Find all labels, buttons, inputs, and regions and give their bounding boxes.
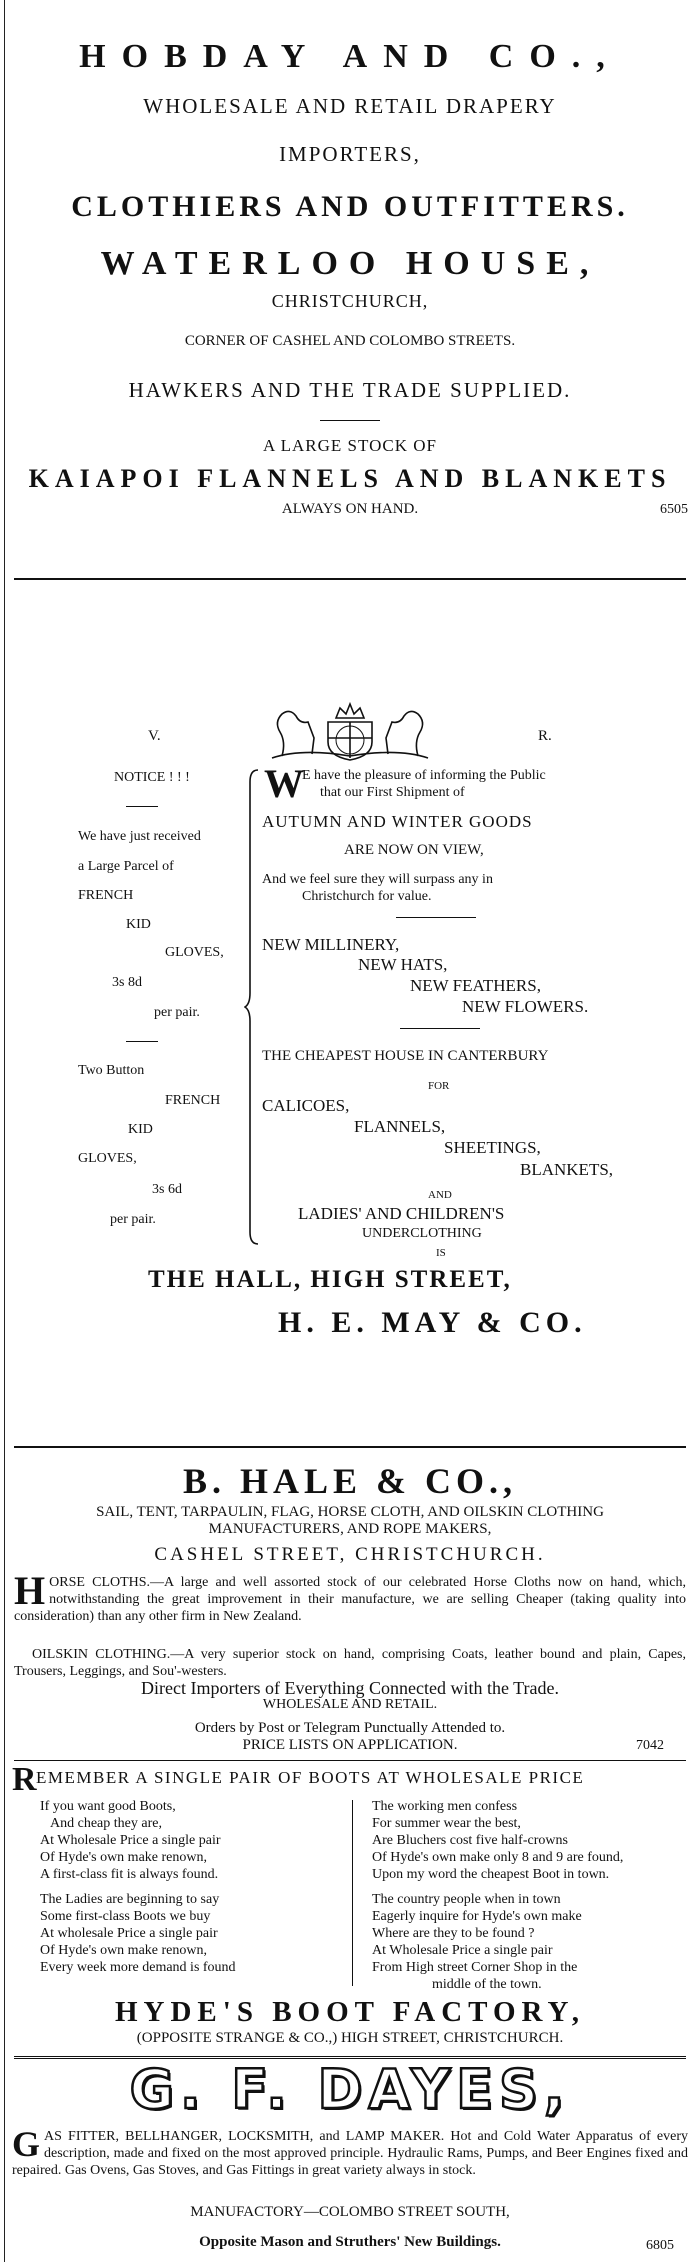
hobday-stock: KAIAPOI FLANNELS AND BLANKETS xyxy=(28,464,672,493)
poem-line: From High street Corner Shop in the xyxy=(372,1960,578,1975)
hobday-name: HOBDAY AND CO., xyxy=(79,38,621,75)
hale-makers: MANUFACTURERS, AND ROPE MAKERS, xyxy=(208,1521,492,1537)
poem-line: Of Hyde's own make renown, xyxy=(40,1850,207,1865)
hobday-hawkers: HAWKERS AND THE TRADE SUPPLIED. xyxy=(128,378,572,402)
poem-line: The country people when in town xyxy=(372,1892,561,1907)
poem-line: Of Hyde's own make renown, xyxy=(40,1943,207,1958)
intro-line: that our First Shipment of xyxy=(320,785,465,800)
poem-right-1 xyxy=(372,1798,623,1883)
divider-rule xyxy=(14,1760,686,1761)
left-col-line: GLOVES, xyxy=(165,945,224,960)
may-r: R. xyxy=(538,728,552,744)
left-col-line: GLOVES, xyxy=(78,1151,137,1166)
hobday-clothiers: CLOTHIERS AND OUTFITTERS. xyxy=(71,190,629,223)
underclothing: UNDERCLOTHING xyxy=(362,1226,482,1241)
hale-orders: Orders by Post or Telegram Punctually Attended to. xyxy=(194,1720,506,1736)
intro-line: E have the pleasure of informing the Public xyxy=(302,768,546,783)
poem-line: Are Bluchers cost five half-crowns xyxy=(372,1833,568,1848)
and-label: AND xyxy=(428,1189,452,1201)
feel-line: And we feel sure they will surpass any in xyxy=(262,872,493,887)
horse-text: ORSE CLOTHS.—A large and well assorted stock of our celebrated Horse Cloths now on hand, which, notwithstanding the great improvement in their manufacture, we are selling Cheaper (taking quality into consideration) than any other firm in New Zealand. xyxy=(14,1575,686,1624)
hobday-stock-intro: A LARGE STOCK OF xyxy=(263,436,437,455)
poem-line: A first-class fit is always found. xyxy=(40,1867,219,1882)
blankets: BLANKETS, xyxy=(520,1160,614,1179)
notice-rule xyxy=(126,806,158,807)
may-name: H. E. MAY & CO. xyxy=(278,1306,587,1339)
new-flowers: NEW FLOWERS. xyxy=(462,997,589,1016)
new-feathers: NEW FEATHERS, xyxy=(410,976,541,995)
poem-line: The Ladies are beginning to say xyxy=(40,1892,220,1907)
left-col-line: We have just received xyxy=(78,829,201,844)
left-col-line: 3s 8d xyxy=(112,975,142,990)
dayes-opposite: Opposite Mason and Struthers' New Buildings. xyxy=(199,2234,501,2250)
left-col-line: per pair. xyxy=(110,1212,156,1227)
poem-line: Where are they to be found ? xyxy=(372,1926,535,1941)
hyde-dropcap: R xyxy=(12,1761,37,1798)
hale-wholesale: WHOLESALE AND RETAIL. xyxy=(262,1697,438,1712)
poem-line: And cheap they are, xyxy=(50,1816,162,1831)
left-col-line: per pair. xyxy=(154,1005,200,1020)
poem-line: At Wholesale Price a single pair xyxy=(372,1943,553,1958)
hobday-drapery: WHOLESALE AND RETAIL DRAPERY xyxy=(143,94,557,118)
poem-divider xyxy=(352,1800,353,1986)
left-col-line: 3s 6d xyxy=(152,1182,182,1197)
hobday-corner: CORNER OF CASHEL AND COLOMBO STREETS. xyxy=(184,333,516,349)
notice-heading: NOTICE ! ! ! xyxy=(114,770,190,785)
horse-dropcap: H xyxy=(14,1568,46,1613)
poem-line: Some first-class Boots we buy xyxy=(40,1909,211,1924)
poem-line: Upon my word the cheapest Boot in town. xyxy=(372,1867,610,1882)
poem-line: The working men confess xyxy=(372,1799,518,1814)
hobday-short-rule xyxy=(320,420,380,421)
hyde-headline: EMEMBER A SINGLE PAIR OF BOOTS AT WHOLESALE PRICE xyxy=(36,1768,585,1787)
poem-line: At wholesale Price a single pair xyxy=(40,1926,218,1941)
left-col-line: FRENCH xyxy=(165,1093,221,1108)
new-hats: NEW HATS, xyxy=(358,955,448,974)
may-rule-1 xyxy=(396,917,476,918)
hobday-always: ALWAYS ON HAND. xyxy=(281,501,419,517)
may-rule-2 xyxy=(400,1028,480,1029)
dayes-text: AS FITTER, BELLHANGER, LOCKSMITH, and LAMP MAKER. Hot and Cold Water Apparatus of every description, made and fixed on the most approved principle. Hydraulic Rams, Pumps, and Beer Engines fixed and repaired. Gas Ovens, Gas Stoves, and Gas Fittings in great variety always in stock. xyxy=(12,2129,688,2178)
hobday-importers: IMPORTERS, xyxy=(279,142,421,166)
poem-line: For summer wear the best, xyxy=(372,1816,521,1831)
dayes-name: G. F. DAYES, xyxy=(129,2058,571,2121)
sheetings: SHEETINGS, xyxy=(444,1138,541,1157)
poem-line: Of Hyde's own make only 8 and 9 are found, xyxy=(372,1850,624,1865)
horse-cloths-paragraph xyxy=(14,1568,686,1625)
dayes-factory: MANUFACTORY—COLOMBO STREET SOUTH, xyxy=(190,2204,510,2220)
left-col-line: a Large Parcel of xyxy=(78,859,174,874)
left-col-line: FRENCH xyxy=(78,888,134,903)
flannels: FLANNELS, xyxy=(354,1117,446,1136)
hale-direct: Direct Importers of Everything Connected with the Trade. xyxy=(141,1678,559,1698)
hobday-city: CHRISTCHURCH, xyxy=(271,291,429,311)
the-hall: THE HALL, HIGH STREET, xyxy=(148,1266,512,1293)
for-label: FOR xyxy=(428,1080,450,1092)
dayes-paragraph xyxy=(12,2124,688,2179)
poem-line: At Wholesale Price a single pair xyxy=(40,1833,221,1848)
poem-left-1 xyxy=(40,1798,221,1883)
intro-dropcap: W xyxy=(264,761,304,806)
feel-line: Christchurch for value. xyxy=(302,889,432,904)
ladies-childrens: LADIES' AND CHILDREN'S xyxy=(298,1204,505,1223)
poem-line: middle of the town. xyxy=(432,1977,542,1992)
dayes-ref: 6805 xyxy=(646,2238,674,2253)
on-view: ARE NOW ON VIEW, xyxy=(344,842,484,858)
may-v: V. xyxy=(148,728,161,744)
poem-line: Eagerly inquire for Hyde's own make xyxy=(372,1909,582,1924)
hyde-address: (OPPOSITE STRANGE & CO.,) HIGH STREET, CHRISTCHURCH. xyxy=(136,2030,564,2046)
new-millinery: NEW MILLINERY, xyxy=(262,935,400,954)
hyde-name: HYDE'S BOOT FACTORY, xyxy=(114,1996,586,2028)
left-col-rule xyxy=(126,1041,158,1042)
poem-line: Every week more demand is found xyxy=(40,1960,236,1975)
oilskin-text: OILSKIN CLOTHING.—A very superior stock on hand, comprising Coats, leather bound and plain, Capes, Trousers, Leggings, and Sou'-westers. xyxy=(14,1647,686,1679)
divider-rule xyxy=(14,578,686,580)
hobday-ref: 6505 xyxy=(660,502,688,517)
brace-divider xyxy=(244,768,260,1246)
hale-ref: 7042 xyxy=(636,1738,664,1753)
hale-name: B. HALE & CO., xyxy=(182,1461,518,1501)
dayes-dropcap: G xyxy=(12,2124,41,2164)
is-label: IS xyxy=(436,1247,446,1259)
hale-price-lists: PRICE LISTS ON APPLICATION. xyxy=(242,1737,458,1753)
divider-rule xyxy=(14,1446,686,1448)
hobday-waterloo-house: WATERLOO HOUSE, xyxy=(100,245,600,282)
cheapest-house: THE CHEAPEST HOUSE IN CANTERBURY xyxy=(262,1048,549,1064)
autumn-goods: AUTUMN AND WINTER GOODS xyxy=(262,812,533,831)
hale-street: CASHEL STREET, CHRISTCHURCH. xyxy=(154,1544,546,1565)
poem-line: If you want good Boots, xyxy=(40,1799,176,1814)
left-col-line: KID xyxy=(126,917,151,932)
royal-coat-of-arms-icon xyxy=(262,698,438,764)
left-col-line: KID xyxy=(128,1122,153,1137)
poem-right-2 xyxy=(372,1891,582,1993)
hale-trades: SAIL, TENT, TARPAULIN, FLAG, HORSE CLOTH, AND OILSKIN CLOTHING xyxy=(96,1504,604,1520)
calicoes: CALICOES, xyxy=(262,1096,350,1115)
poem-left-2 xyxy=(40,1891,236,1976)
left-col-line: Two Button xyxy=(78,1063,145,1078)
oilskin-paragraph xyxy=(14,1646,686,1680)
